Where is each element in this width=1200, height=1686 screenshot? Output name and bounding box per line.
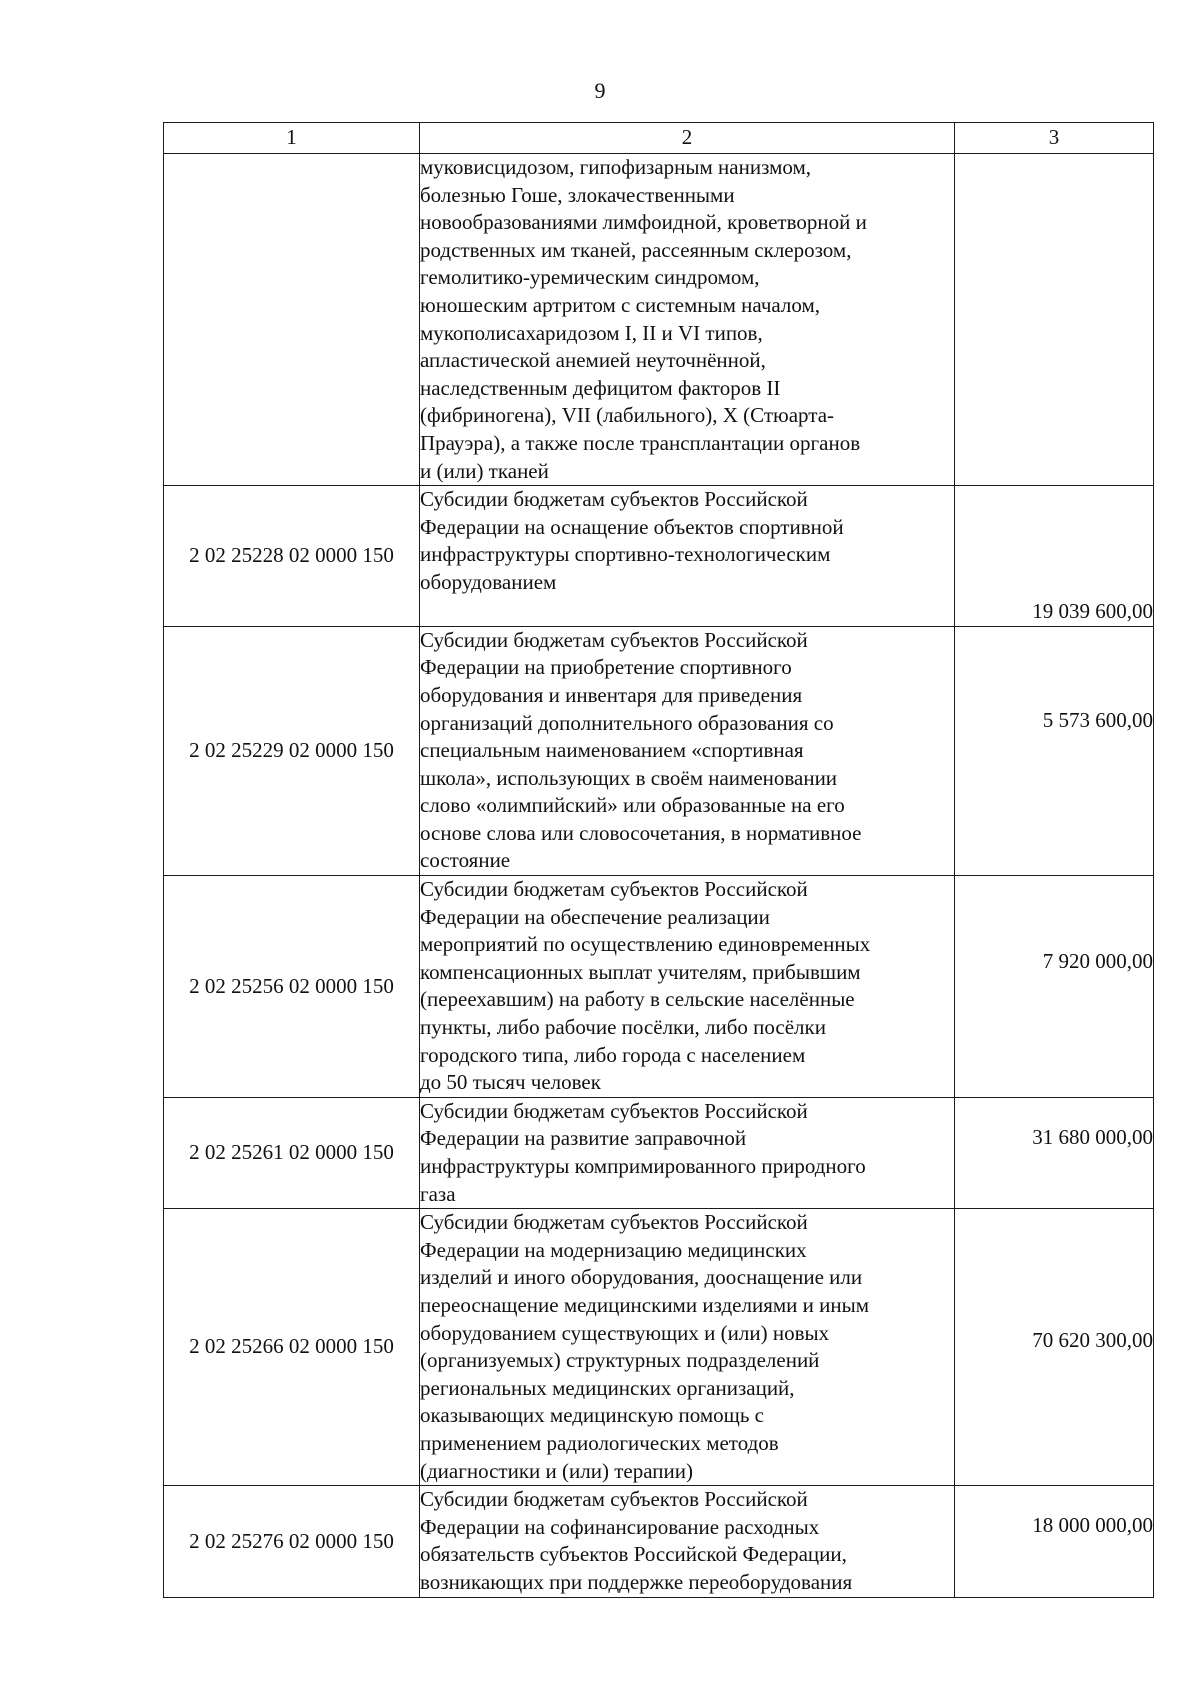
table-row <box>164 876 1154 1098</box>
amount: 18 000 000,00 <box>955 1486 1154 1597</box>
description-line: и (или) тканей <box>420 458 549 483</box>
description-line: мероприятий по осуществлению единовременных <box>420 932 871 957</box>
description-line: мукополисахаридозом I, II и VI типов, <box>420 320 763 345</box>
table-row <box>164 154 1154 486</box>
revenue-code: 2 02 25229 02 0000 150 <box>164 626 420 875</box>
description-line: Субсидии бюджетам субъектов Российской <box>420 1487 808 1512</box>
revenue-description <box>420 876 955 1098</box>
description-line: Федерации на модернизацию медицинских <box>420 1237 807 1262</box>
table-body <box>164 154 1154 1598</box>
table-row <box>164 486 1154 627</box>
description-line: Субсидии бюджетам субъектов Российской <box>420 877 808 902</box>
description-line: Прауэра), а также после трансплантации органов <box>420 430 861 455</box>
table-row <box>164 1486 1154 1597</box>
amount <box>955 154 1154 486</box>
description-line: инфраструктуры компримированного природного <box>420 1154 866 1178</box>
column-header-2: 2 <box>420 123 955 154</box>
description-line: основе слова или словосочетания, в нормативное <box>420 820 862 845</box>
revenue-description <box>420 486 955 627</box>
description-line: состояние <box>420 848 511 873</box>
table-row <box>164 626 1154 875</box>
revenue-description <box>420 1209 955 1486</box>
description-line: организаций дополнительного образования со <box>420 710 834 735</box>
description-line: муковисцидозом, гипофизарным нанизмом, <box>420 155 812 179</box>
description-line: родственных им тканей, рассеянным склерозом, <box>420 237 852 262</box>
description-line: Федерации на приобретение спортивного <box>420 655 792 680</box>
revenue-description <box>420 1097 955 1208</box>
column-header-3: 3 <box>955 123 1154 154</box>
description-line: юношеским артритом с системным началом, <box>420 292 821 317</box>
description-line: Федерации на развитие заправочной <box>420 1126 747 1151</box>
revenue-code: 2 02 25266 02 0000 150 <box>164 1209 420 1486</box>
revenue-description <box>420 626 955 875</box>
revenue-code: 2 02 25256 02 0000 150 <box>164 876 420 1098</box>
description-line: Субсидии бюджетам субъектов Российской <box>420 1098 808 1123</box>
description-line: оказывающих медицинскую помощь с <box>420 1403 764 1428</box>
description-line: применением радиологических методов <box>420 1430 779 1455</box>
description-line: новообразованиями лимфоидной, кроветворной и <box>420 210 867 235</box>
amount: 19 039 600,00 <box>955 486 1154 627</box>
description-line: инфраструктуры спортивно-технологическим <box>420 542 831 567</box>
description-line: наследственным дефицитом факторов II <box>420 375 781 400</box>
description-line: Федерации на обеспечение реализации <box>420 904 770 929</box>
description-line: апластической анемией неуточнённой, <box>420 348 766 373</box>
revenue-code: 2 02 25228 02 0000 150 <box>164 486 420 627</box>
description-line: Субсидии бюджетам субъектов Российской <box>420 627 808 652</box>
amount: 5 573 600,00 <box>955 626 1154 875</box>
description-line: Федерации на софинансирование расходных <box>420 1514 820 1539</box>
description-line: городского типа, либо города с населением <box>420 1042 806 1067</box>
description-line: (диагностики и (или) терапии) <box>420 1458 693 1483</box>
column-header-1: 1 <box>164 123 420 154</box>
description-line: (организуемых) структурных подразделений <box>420 1348 820 1373</box>
description-line: компенсационных выплат учителям, прибывшим <box>420 959 861 984</box>
revenue-code <box>164 154 420 486</box>
description-line: (фибриногена), VII (лабильного), X (Стюарта- <box>420 403 835 428</box>
amount: 31 680 000,00 <box>955 1097 1154 1208</box>
revenue-description <box>420 1486 955 1597</box>
description-line: газа <box>420 1181 456 1206</box>
description-line: изделий и иного оборудования, дооснащение или <box>420 1265 863 1290</box>
description-line: болезнью Гоше, злокачественными <box>420 182 735 207</box>
description-line: обязательств субъектов Российской Федерации, <box>420 1542 847 1567</box>
revenue-code: 2 02 25261 02 0000 150 <box>164 1097 420 1208</box>
revenue-description <box>420 154 955 486</box>
description-line: гемолитико-уремическим синдромом, <box>420 265 760 290</box>
description-line: возникающих при поддержке переоборудования <box>420 1569 853 1594</box>
description-line: Федерации на оснащение объектов спортивной <box>420 514 844 539</box>
description-line: оборудованием существующих и (или) новых <box>420 1320 830 1345</box>
description-line: до 50 тысяч человек <box>420 1070 601 1095</box>
description-line: переоснащение медицинскими изделиями и иным <box>420 1292 870 1317</box>
description-line: оборудования и инвентаря для приведения <box>420 682 803 707</box>
amount: 70 620 300,00 <box>955 1209 1154 1486</box>
description-line: специальным наименованием «спортивная <box>420 738 804 763</box>
description-line: (переехавшим) на работу в сельские населённые <box>420 987 855 1012</box>
description-line: пункты, либо рабочие посёлки, либо посёлки <box>420 1015 826 1040</box>
description-line: школа», использующих в своём наименовании <box>420 765 838 790</box>
description-line: Субсидии бюджетам субъектов Российской <box>420 487 808 512</box>
table-row <box>164 1209 1154 1486</box>
table-row <box>164 1097 1154 1208</box>
description-line: оборудованием <box>420 569 557 594</box>
table-header-row <box>164 123 1154 154</box>
amount: 7 920 000,00 <box>955 876 1154 1098</box>
page-number: 9 <box>594 78 606 103</box>
description-line: Субсидии бюджетам субъектов Российской <box>420 1210 808 1235</box>
description-line: региональных медицинских организаций, <box>420 1375 795 1400</box>
revenue-code: 2 02 25276 02 0000 150 <box>164 1486 420 1597</box>
description-line: слово «олимпийский» или образованные на его <box>420 793 845 818</box>
budget-table <box>163 122 1154 1598</box>
